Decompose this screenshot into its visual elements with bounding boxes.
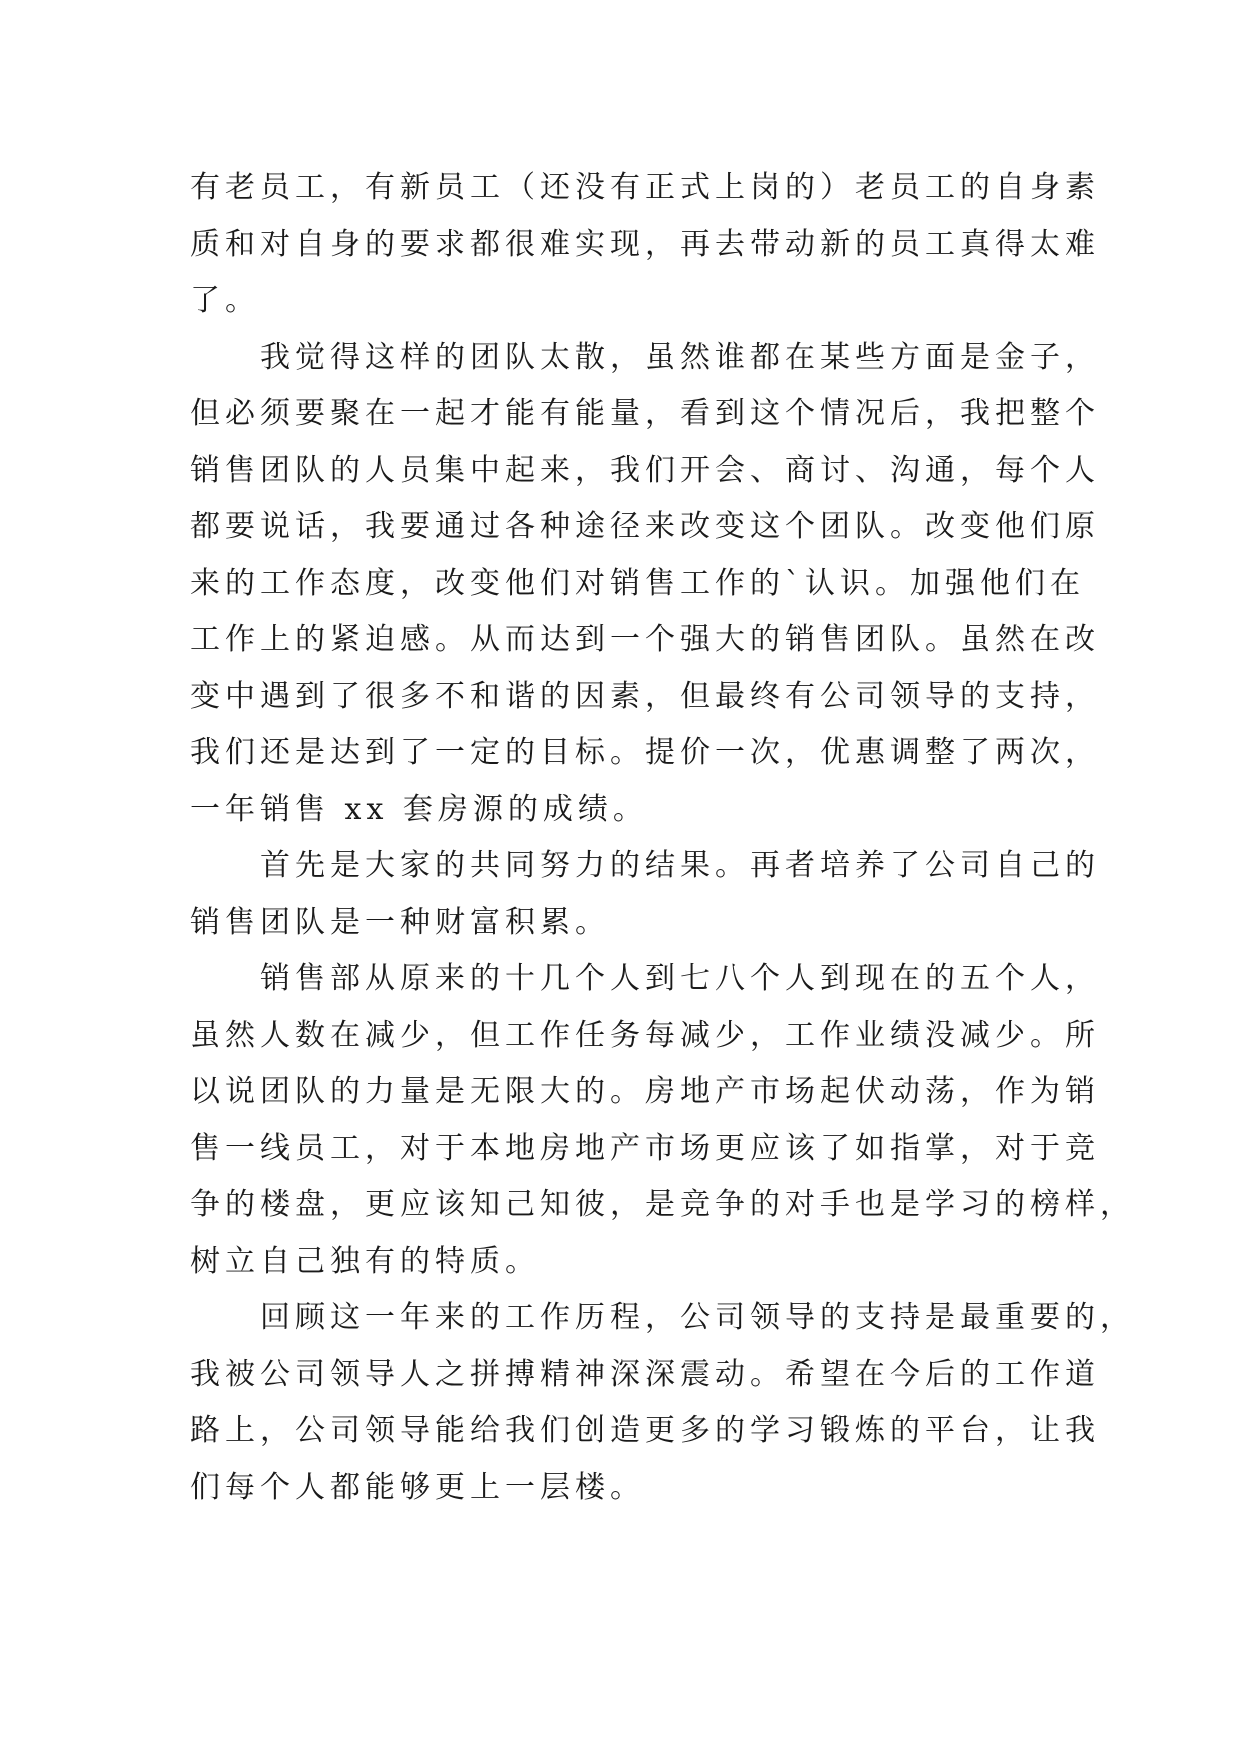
text-line: 质和对自身的要求都很难实现，再去带动新的员工真得太难 bbox=[190, 226, 1100, 262]
text-line: 变中遇到了很多不和谐的因素，但最终有公司领导的支持， bbox=[190, 678, 1100, 714]
text-line: 首先是大家的共同努力的结果。再者培养了公司自己的 bbox=[260, 848, 1100, 883]
text-line: 工作上的紧迫感。从而达到一个强大的销售团队。虽然在改 bbox=[190, 622, 1100, 657]
text-line: 树立自己独有的特质。 bbox=[190, 1243, 540, 1279]
text-line: 售一线员工，对于本地房地产市场更应该了如指掌，对于竞 bbox=[190, 1130, 1100, 1166]
text-line: 了。 bbox=[190, 283, 260, 318]
text-line: 回顾这一年来的工作历程，公司领导的支持是最重要的， bbox=[260, 1300, 1135, 1335]
paragraph bbox=[190, 1290, 1135, 1516]
text-line: 都要说话，我要通过各种途径来改变这个团队。改变他们原 bbox=[190, 509, 1100, 544]
text-line: 争的楼盘，更应该知己知彼，是竞争的对手也是学习的榜样， bbox=[190, 1187, 1135, 1222]
text-line: 销售团队是一种财富积累。 bbox=[190, 904, 610, 940]
text-line: 们每个人都能够更上一层楼。 bbox=[190, 1469, 645, 1505]
text-line: 我们还是达到了一定的目标。提价一次，优惠调整了两次， bbox=[190, 735, 1100, 770]
text-line: 虽然人数在减少，但工作任务每减少，工作业绩没减少。所 bbox=[190, 1017, 1100, 1053]
text-line: 销售部从原来的十几个人到七八个人到现在的五个人， bbox=[260, 961, 1100, 996]
paragraph bbox=[190, 330, 1100, 839]
text-line: 以说团队的力量是无限大的。房地产市场起伏动荡，作为销 bbox=[190, 1074, 1100, 1109]
document-body bbox=[190, 160, 1135, 1516]
text-line: 我被公司领导人之拼搏精神深深震动。希望在今后的工作道 bbox=[190, 1356, 1100, 1392]
text-line: 我觉得这样的团队太散，虽然谁都在某些方面是金子， bbox=[260, 339, 1100, 375]
text-line: 但必须要聚在一起才能有能量，看到这个情况后，我把整个 bbox=[190, 396, 1100, 431]
text-line: 来的工作态度，改变他们对销售工作的`认识。加强他们在 bbox=[190, 565, 1085, 601]
text-line: 路上，公司领导能给我们创造更多的学习锻炼的平台，让我 bbox=[190, 1413, 1100, 1448]
paragraph bbox=[190, 838, 1100, 951]
text-line: 一年销售 xx 套房源的成绩。 bbox=[190, 791, 648, 827]
text-line: 有老员工，有新员工（还没有正式上岗的）老员工的自身素 bbox=[190, 170, 1100, 205]
paragraph bbox=[190, 951, 1135, 1290]
paragraph bbox=[190, 160, 1100, 330]
text-line: 销售团队的人员集中起来，我们开会、商讨、沟通，每个人 bbox=[190, 452, 1100, 488]
